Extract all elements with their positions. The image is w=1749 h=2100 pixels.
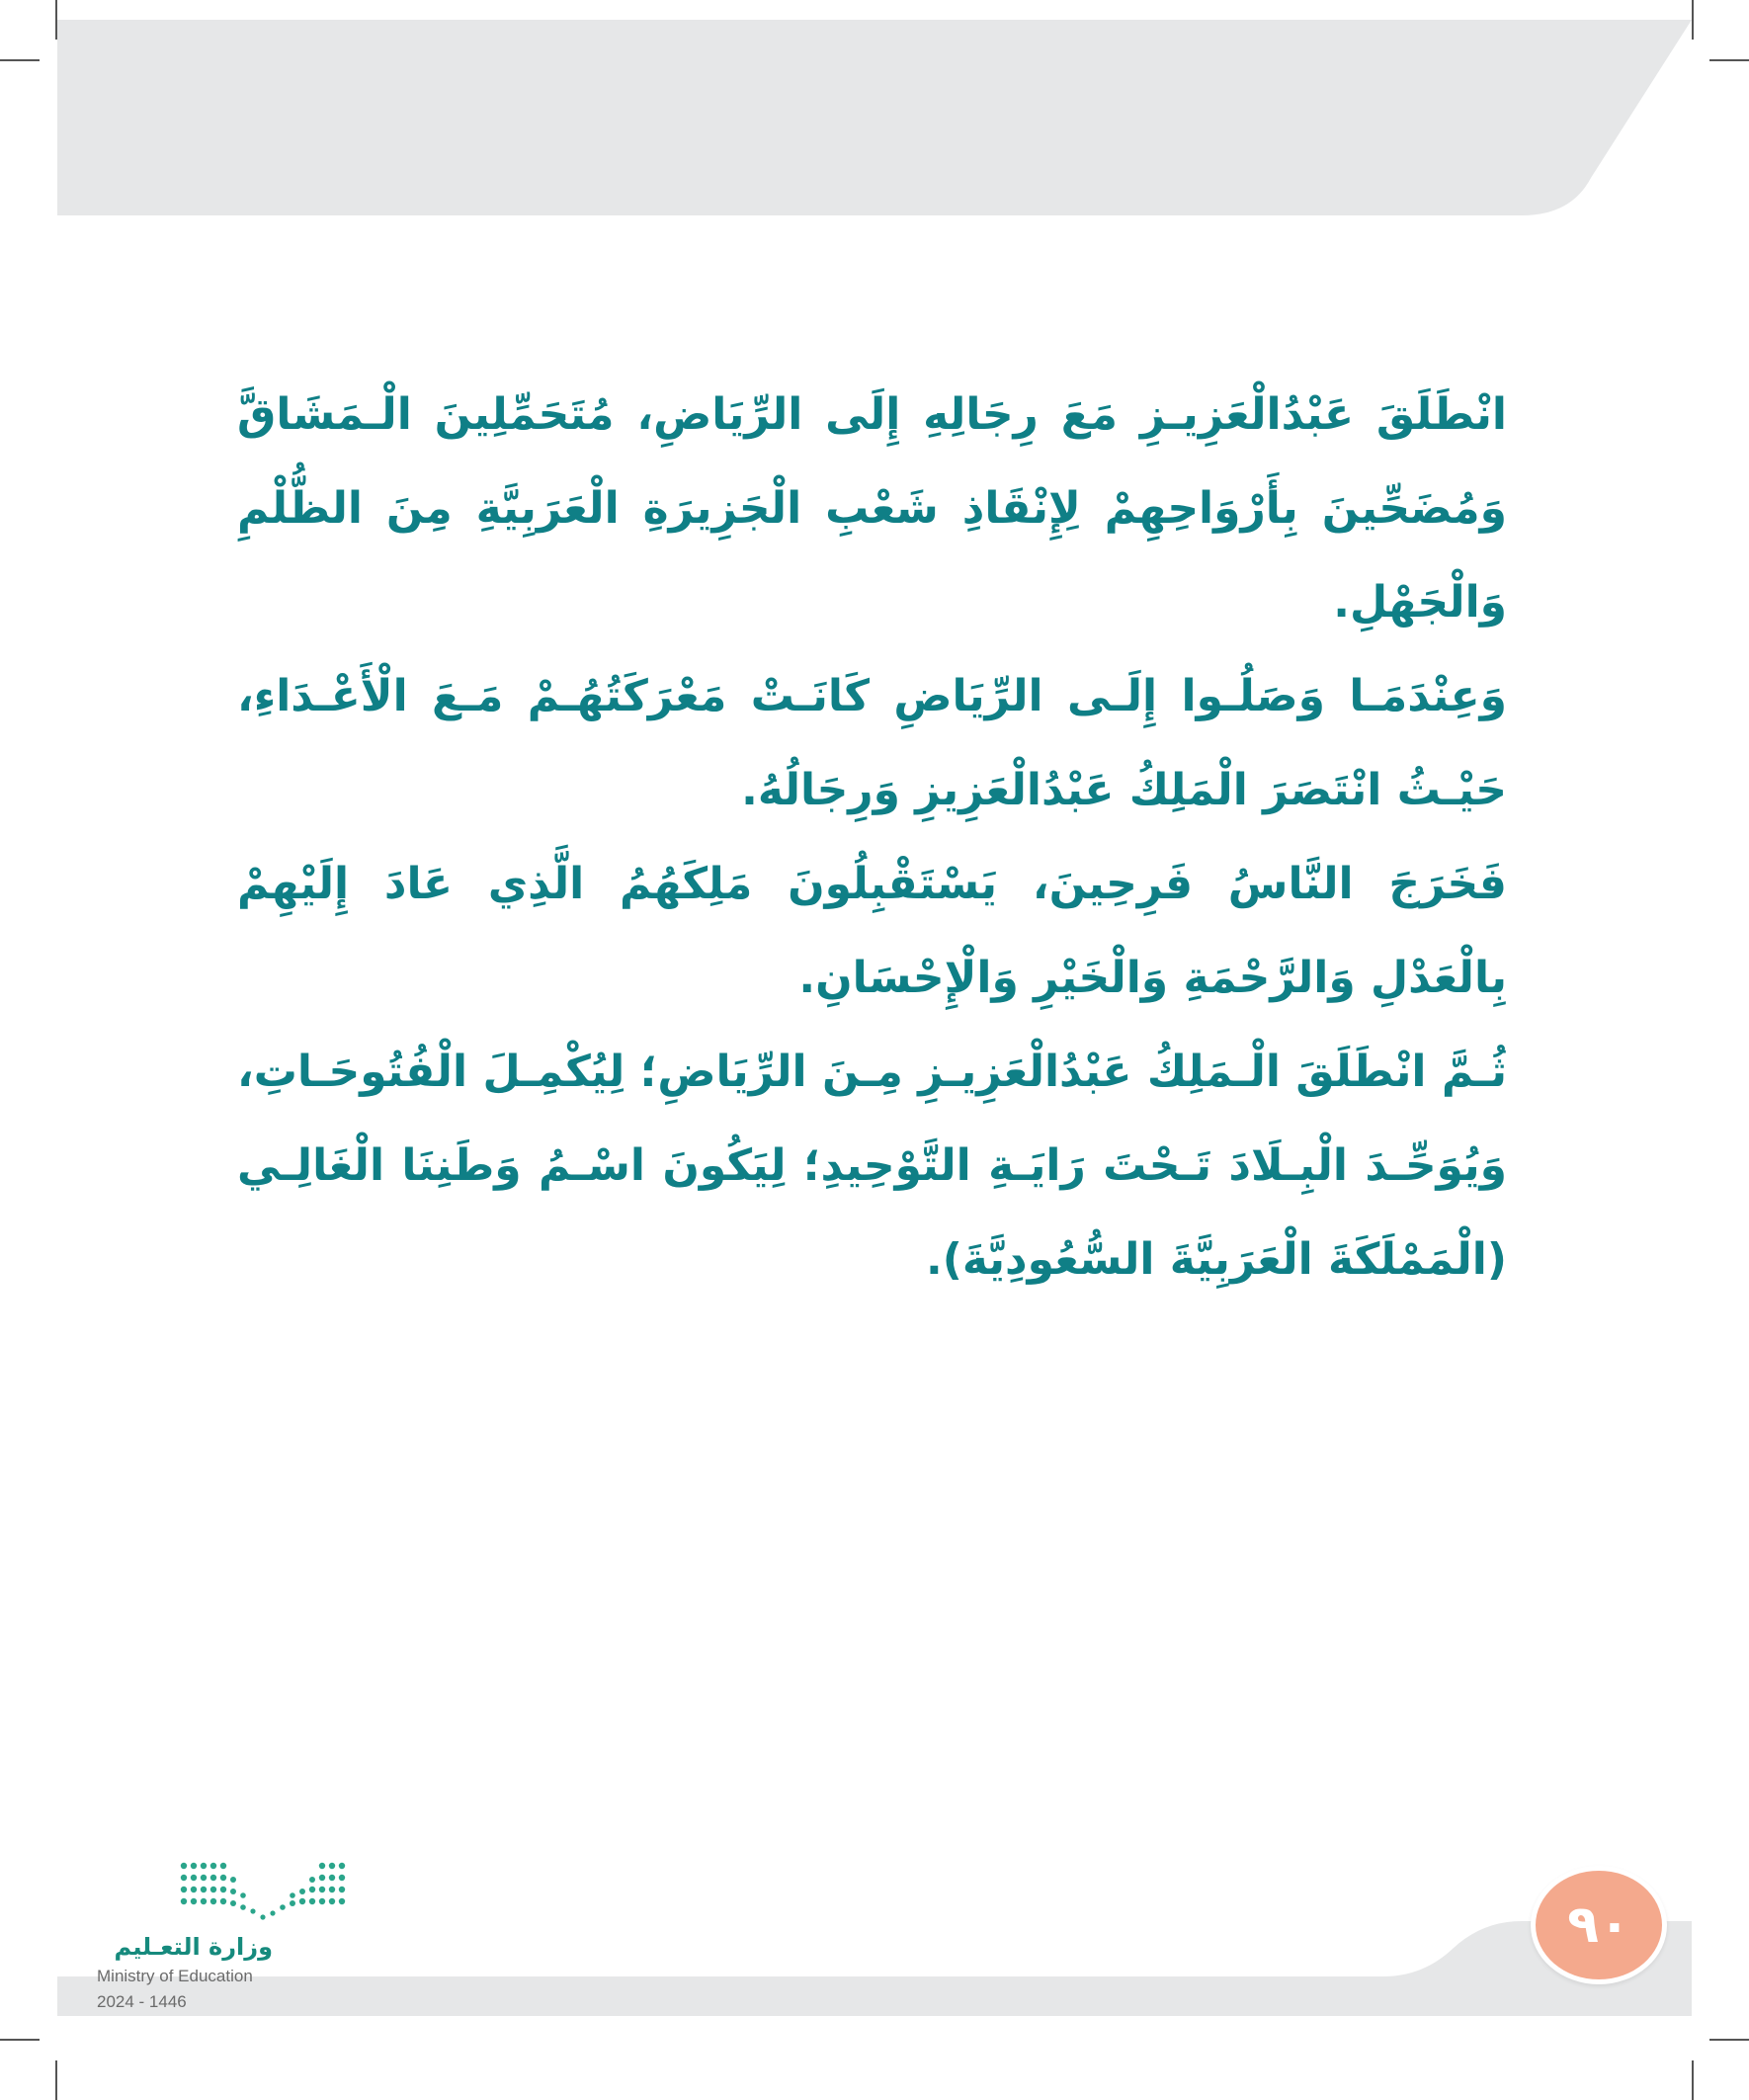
- paragraph-1: انْطَلَقَ عَبْدُالْعَزِيـزِ مَعَ رِجَالِهِ إِلَى الرِّيَاضِ، مُتَحَمِّلِينَ الْـمَشَاقَّ وَمُضَحِّينَ بِأَرْوَاحِهِمْ لِإِنْقَاذِ شَعْبِ الْجَزِيرَةِ الْعَرَبِيَّةِ مِنَ الظُّلْمِ وَالْجَهْلِ.: [237, 389, 1507, 628]
- ministry-dots-icon: [178, 1858, 356, 1927]
- ministry-logo: [95, 1858, 372, 2011]
- crop-mark-bottom-right-v: [1692, 2060, 1694, 2100]
- page-number-badge: ٩٠: [1531, 1866, 1667, 1984]
- article-body: [237, 368, 1507, 1306]
- top-banner: [0, 0, 1749, 217]
- paragraph-2: وَعِنْدَمَـا وَصَلُـوا إِلَـى الرِّيَاضِ كَانَـتْ مَعْرَكَتُهُـمْ مَـعَ الْأَعْـدَاءِ، حَيْـثُ انْتَصَرَ الْمَلِكُ عَبْدُالْعَزِيزِ وَرِجَالُهُ.: [237, 671, 1507, 815]
- crop-mark-bottom-left-h: [0, 2039, 40, 2041]
- crop-mark-bottom-right-h: [1709, 2039, 1749, 2041]
- ministry-year: 2024 - 1446: [97, 1992, 187, 2011]
- crop-mark-bottom-left-v: [55, 2060, 57, 2100]
- top-banner-shape: [57, 20, 1692, 215]
- ministry-name-english: Ministry of Education: [97, 1967, 253, 1985]
- paragraph-4: ثُـمَّ انْطَلَقَ الْـمَلِكُ عَبْدُالْعَزِيـزِ مِـنَ الرِّيَاضِ؛ لِيُكْمِـلَ الْفُتُوحَـاتِ، وَيُوَحِّـدَ الْبِـلَادَ تَـحْتَ رَايَـةِ التَّوْحِيدِ؛ لِيَكُونَ اسْـمُ وَطَنِنَا الْغَالِـي (الْمَمْلَكَةَ الْعَرَبِيَّةَ السُّعُودِيَّةَ).: [237, 1047, 1507, 1285]
- paragraph-3: فَخَرَجَ النَّاسُ فَرِحِينَ، يَسْتَقْبِلُونَ مَلِكَهُمُ الَّذِي عَادَ إِلَيْهِمْ بِالْعَدْلِ وَالرَّحْمَةِ وَالْخَيْرِ وَالْإِحْسَانِ.: [237, 859, 1507, 1003]
- ministry-name-arabic: وزارة التعـليم: [114, 1933, 273, 1961]
